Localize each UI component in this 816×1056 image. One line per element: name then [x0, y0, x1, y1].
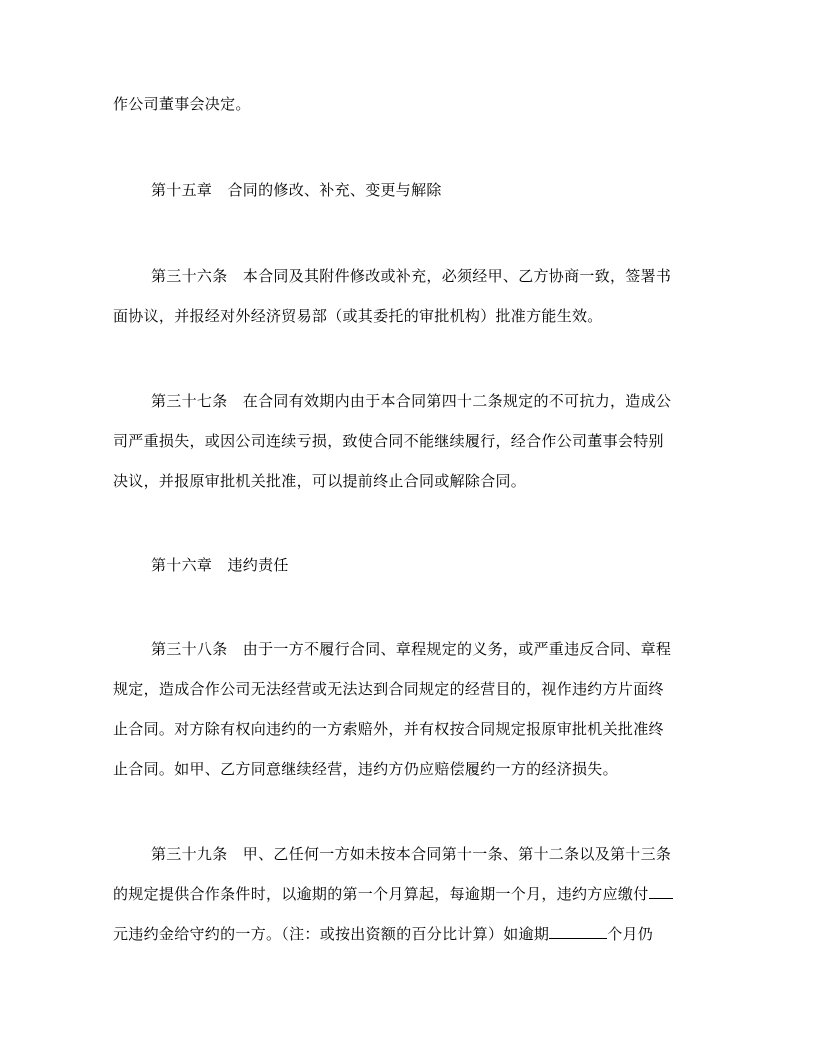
article-38-line-4: 止合同。如甲、乙方同意继续经营，违约方仍应赔偿履约一方的经济损失。	[113, 760, 618, 778]
paragraph-line: 作公司董事会决定。	[113, 95, 251, 113]
article-36-line-1: 第三十六条 本合同及其附件修改或补充，必须经甲、乙方协商一致，签署书	[151, 267, 672, 285]
article-38-line-1: 第三十八条 由于一方不履行合同、章程规定的义务，或严重违反合同、章程	[151, 640, 672, 658]
article-37-line-3: 决议，并报原审批机关批准，可以提前终止合同或解除合同。	[113, 472, 527, 490]
article-39-line-3-text-a: 元违约金给守约的一方。（注：或按出资额的百分比计算）如逾期	[113, 925, 550, 943]
chapter-heading-15: 第十五章 合同的修改、补充、变更与解除	[151, 181, 442, 199]
article-38-line-2: 规定，造成合作公司无法经营或无法达到合同规定的经营目的，视作违约方片面终	[113, 680, 664, 698]
chapter-heading-16: 第十六章 违约责任	[151, 556, 289, 574]
article-37-line-2: 司严重损失，或因公司连续亏损，致使合同不能继续履行，经合作公司董事会特别	[113, 432, 664, 450]
article-39-line-3-text-b: 个月仍	[607, 925, 654, 943]
article-39-line-2	[113, 884, 673, 904]
amount-blank	[649, 884, 673, 899]
article-36-line-2: 面协议，并报经对外经济贸易部（或其委托的审批机构）批准方能生效。	[113, 307, 603, 325]
article-37-line-1: 第三十七条 在合同有效期内由于本合同第四十二条规定的不可抗力，造成公	[151, 392, 672, 410]
article-39-line-1: 第三十九条 甲、乙任何一方如未按本合同第十一条、第十二条以及第十三条	[151, 845, 672, 863]
article-39-line-3	[113, 924, 653, 944]
months-blank	[549, 924, 607, 939]
article-38-line-3: 止合同。对方除有权向违约的一方索赔外，并有权按合同规定报原审批机关批准终	[113, 720, 664, 738]
article-39-line-2-text: 的规定提供合作条件时，以逾期的第一个月算起，每逾期一个月，违约方应缴付	[113, 885, 649, 903]
